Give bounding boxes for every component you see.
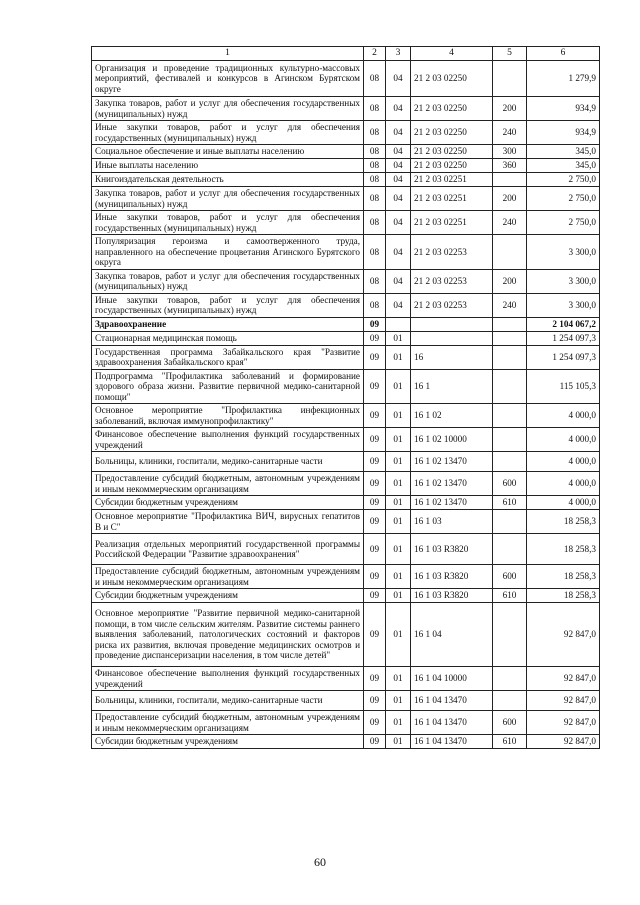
row-amount: 92 847,0 [527,691,600,711]
table-row [92,691,600,711]
row-expense-type: 300 [493,145,527,159]
row-amount: 3 300,0 [527,269,600,293]
table-row [92,369,600,404]
table-row [92,452,600,472]
row-name: Подпрограмма "Профилактика заболеваний и формирование здорового образа жизни. Развитие первичной медико-санитарной помощи" [92,369,364,404]
row-target-code: 21 2 03 02251 [411,173,493,187]
table-row [92,472,600,496]
row-subsection: 01 [386,472,411,496]
row-expense-type [493,603,527,667]
row-name: Финансовое обеспечение выполнения функций государственных учреждений [92,667,364,691]
row-target-code: 21 2 03 02251 [411,187,493,211]
row-subsection: 01 [386,510,411,534]
row-section: 09 [364,565,386,589]
row-section: 08 [364,61,386,97]
row-target-code: 16 1 02 [411,404,493,428]
table-row [92,121,600,145]
row-expense-type: 360 [493,159,527,173]
row-expense-type [493,691,527,711]
row-section: 09 [364,345,386,369]
row-target-code: 21 2 03 02250 [411,145,493,159]
row-subsection: 01 [386,735,411,749]
table-row [92,565,600,589]
table-row [92,428,600,452]
row-name: Социальное обеспечение и иные выплаты населению [92,145,364,159]
row-target-code: 16 1 04 10000 [411,667,493,691]
row-section: 09 [364,404,386,428]
row-expense-type: 240 [493,121,527,145]
row-subsection: 01 [386,711,411,735]
row-section: 09 [364,691,386,711]
row-section: 08 [364,293,386,317]
row-amount: 1 254 097,3 [527,345,600,369]
row-section: 09 [364,496,386,510]
row-target-code: 16 1 04 13470 [411,691,493,711]
row-target-code: 21 2 03 02250 [411,121,493,145]
row-expense-type [493,534,527,565]
table-row [92,496,600,510]
row-expense-type: 240 [493,293,527,317]
row-expense-type: 600 [493,711,527,735]
row-amount: 4 000,0 [527,472,600,496]
row-subsection: 01 [386,404,411,428]
table-row [92,97,600,121]
row-name: Закупка товаров, работ и услуг для обеспечения государственных (муниципальных) нужд [92,269,364,293]
row-name: Популяризация героизма и самоотверженного труда, направленного на обеспечение процветания Агинского Бурятского округа [92,235,364,270]
row-section: 08 [364,159,386,173]
table-row [92,589,600,603]
row-amount: 4 000,0 [527,428,600,452]
row-name: Основное мероприятие "Профилактика ВИЧ, вирусных гепатитов В и С" [92,510,364,534]
row-section: 08 [364,187,386,211]
row-target-code: 21 2 03 02253 [411,293,493,317]
table-row [92,173,600,187]
row-target-code: 16 1 02 13470 [411,496,493,510]
table-header-row [92,47,600,61]
row-name: Субсидии бюджетным учреждениям [92,589,364,603]
row-name: Субсидии бюджетным учреждениям [92,735,364,749]
row-subsection [386,317,411,331]
row-amount: 2 750,0 [527,187,600,211]
row-amount: 934,9 [527,121,600,145]
row-subsection: 04 [386,293,411,317]
row-name: Иные закупки товаров, работ и услуг для обеспечения государственных (муниципальных) нужд [92,211,364,235]
table-row [92,159,600,173]
row-subsection: 04 [386,159,411,173]
row-amount: 92 847,0 [527,711,600,735]
row-section: 09 [364,534,386,565]
row-expense-type [493,428,527,452]
table-row [92,145,600,159]
table-row [92,211,600,235]
table-row [92,235,600,270]
row-amount: 18 258,3 [527,589,600,603]
row-expense-type [493,404,527,428]
table-row [92,711,600,735]
row-subsection: 01 [386,345,411,369]
row-name: Книгоиздательская деятельность [92,173,364,187]
row-subsection: 04 [386,269,411,293]
row-section: 09 [364,510,386,534]
table-row [92,667,600,691]
row-expense-type: 240 [493,211,527,235]
row-target-code: 16 1 03 R3820 [411,589,493,603]
table-row [92,331,600,345]
row-amount: 92 847,0 [527,735,600,749]
row-subsection: 04 [386,61,411,97]
row-name: Больницы, клиники, госпитали, медико-санитарные части [92,691,364,711]
row-target-code: 21 2 03 02250 [411,159,493,173]
row-name: Иные закупки товаров, работ и услуг для обеспечения государственных (муниципальных) нужд [92,121,364,145]
row-target-code: 16 [411,345,493,369]
row-name: Предоставление субсидий бюджетным, автономным учреждениям и иным некоммерческим организациям [92,711,364,735]
table-row [92,735,600,749]
row-target-code: 16 1 02 13470 [411,452,493,472]
row-expense-type: 600 [493,565,527,589]
table-row [92,269,600,293]
header-cell-amount: 6 [527,47,600,61]
row-expense-type [493,510,527,534]
row-amount: 2 750,0 [527,173,600,187]
row-section: 09 [364,317,386,331]
header-cell-expense-type: 5 [493,47,527,61]
row-name: Финансовое обеспечение выполнения функций государственных учреждений [92,428,364,452]
row-name: Государственная программа Забайкальского края "Развитие здравоохранения Забайкальского края" [92,345,364,369]
row-expense-type: 610 [493,589,527,603]
row-name: Основное мероприятие "Развитие первичной медико-санитарной помощи, в том числе сельским жителям. Развитие системы раннего выявления заболеваний, патологических состояний и факторов риска их развития, включая проведение медицинских осмотров и проведение диспансеризации населения, в том числе детей" [92,603,364,667]
row-expense-type [493,61,527,97]
budget-table [91,46,600,749]
row-subsection: 01 [386,369,411,404]
row-expense-type: 610 [493,496,527,510]
row-subsection: 01 [386,565,411,589]
row-section: 09 [364,331,386,345]
row-amount: 18 258,3 [527,565,600,589]
row-subsection: 04 [386,211,411,235]
row-section: 08 [364,235,386,270]
table-row [92,317,600,331]
row-amount: 4 000,0 [527,452,600,472]
row-target-code: 21 2 03 02250 [411,97,493,121]
row-target-code: 16 1 03 R3820 [411,534,493,565]
row-target-code [411,331,493,345]
table-row [92,404,600,428]
row-amount: 92 847,0 [527,603,600,667]
row-amount: 18 258,3 [527,510,600,534]
row-section: 08 [364,211,386,235]
row-target-code: 16 1 04 13470 [411,735,493,749]
row-amount: 934,9 [527,97,600,121]
table-row [92,293,600,317]
row-section: 09 [364,589,386,603]
row-subsection: 04 [386,173,411,187]
row-name: Закупка товаров, работ и услуг для обеспечения государственных (муниципальных) нужд [92,97,364,121]
table-row [92,187,600,211]
row-name: Закупка товаров, работ и услуг для обеспечения государственных (муниципальных) нужд [92,187,364,211]
table-row [92,603,600,667]
row-target-code: 21 2 03 02250 [411,61,493,97]
row-subsection: 01 [386,452,411,472]
row-amount: 4 000,0 [527,496,600,510]
row-section: 09 [364,369,386,404]
row-subsection: 04 [386,145,411,159]
row-section: 09 [364,472,386,496]
row-target-code: 21 2 03 02253 [411,269,493,293]
row-name: Предоставление субсидий бюджетным, автономным учреждениям и иным некоммерческим организациям [92,472,364,496]
row-subsection: 01 [386,331,411,345]
row-expense-type: 200 [493,187,527,211]
row-section: 09 [364,452,386,472]
row-amount: 1 279,9 [527,61,600,97]
row-name: Реализация отдельных мероприятий государственной программы Российской Федерации "Развитие здравоохранения" [92,534,364,565]
header-cell-section: 2 [364,47,386,61]
row-expense-type: 600 [493,472,527,496]
row-name: Больницы, клиники, госпитали, медико-санитарные части [92,452,364,472]
row-subsection: 01 [386,428,411,452]
row-section: 08 [364,121,386,145]
row-expense-type [493,667,527,691]
table-row [92,345,600,369]
row-amount: 1 254 097,3 [527,331,600,345]
row-name: Здравоохранение [92,317,364,331]
row-target-code: 16 1 [411,369,493,404]
table-row [92,510,600,534]
row-subsection: 01 [386,496,411,510]
row-subsection: 01 [386,603,411,667]
row-name: Иные выплаты населению [92,159,364,173]
row-name: Стационарная медицинская помощь [92,331,364,345]
row-subsection: 01 [386,534,411,565]
row-expense-type [493,317,527,331]
table-row [92,534,600,565]
row-amount: 2 750,0 [527,211,600,235]
row-amount: 4 000,0 [527,404,600,428]
row-target-code: 16 1 02 13470 [411,472,493,496]
row-amount: 3 300,0 [527,235,600,270]
row-expense-type [493,452,527,472]
row-expense-type: 200 [493,97,527,121]
row-subsection: 01 [386,691,411,711]
row-expense-type [493,345,527,369]
row-name: Субсидии бюджетным учреждениям [92,496,364,510]
row-name: Основное мероприятие "Профилактика инфекционных заболеваний, включая иммунопрофилактику" [92,404,364,428]
table-row [92,61,600,97]
row-subsection: 04 [386,235,411,270]
header-cell-name: 1 [92,47,364,61]
row-subsection: 04 [386,97,411,121]
header-cell-subsection: 3 [386,47,411,61]
row-subsection: 04 [386,187,411,211]
row-name: Организация и проведение традиционных культурно-массовых мероприятий, фестивалей и конкурсов в Агинском Бурятском округе [92,61,364,97]
row-amount: 2 104 067,2 [527,317,600,331]
row-amount: 18 258,3 [527,534,600,565]
row-expense-type: 610 [493,735,527,749]
row-target-code: 16 1 04 13470 [411,711,493,735]
row-target-code: 16 1 04 [411,603,493,667]
page-number: 60 [314,855,326,869]
row-amount: 115 105,3 [527,369,600,404]
row-section: 08 [364,269,386,293]
row-expense-type [493,235,527,270]
row-section: 08 [364,97,386,121]
row-section: 09 [364,603,386,667]
row-subsection: 01 [386,589,411,603]
row-subsection: 01 [386,667,411,691]
row-section: 09 [364,428,386,452]
budget-table-body [92,47,600,749]
row-target-code: 16 1 03 [411,510,493,534]
header-cell-target-code: 4 [411,47,493,61]
row-section: 08 [364,145,386,159]
row-subsection: 04 [386,121,411,145]
row-amount: 3 300,0 [527,293,600,317]
row-amount: 345,0 [527,159,600,173]
row-section: 08 [364,173,386,187]
row-section: 09 [364,711,386,735]
row-expense-type [493,173,527,187]
row-amount: 92 847,0 [527,667,600,691]
row-target-code: 16 1 02 10000 [411,428,493,452]
row-expense-type: 200 [493,269,527,293]
row-expense-type [493,369,527,404]
row-section: 09 [364,667,386,691]
row-target-code: 16 1 03 R3820 [411,565,493,589]
row-target-code: 21 2 03 02251 [411,211,493,235]
row-target-code: 21 2 03 02253 [411,235,493,270]
row-amount: 345,0 [527,145,600,159]
row-expense-type [493,331,527,345]
row-target-code [411,317,493,331]
row-name: Предоставление субсидий бюджетным, автономным учреждениям и иным некоммерческим организациям [92,565,364,589]
row-section: 09 [364,735,386,749]
row-name: Иные закупки товаров, работ и услуг для обеспечения государственных (муниципальных) нужд [92,293,364,317]
